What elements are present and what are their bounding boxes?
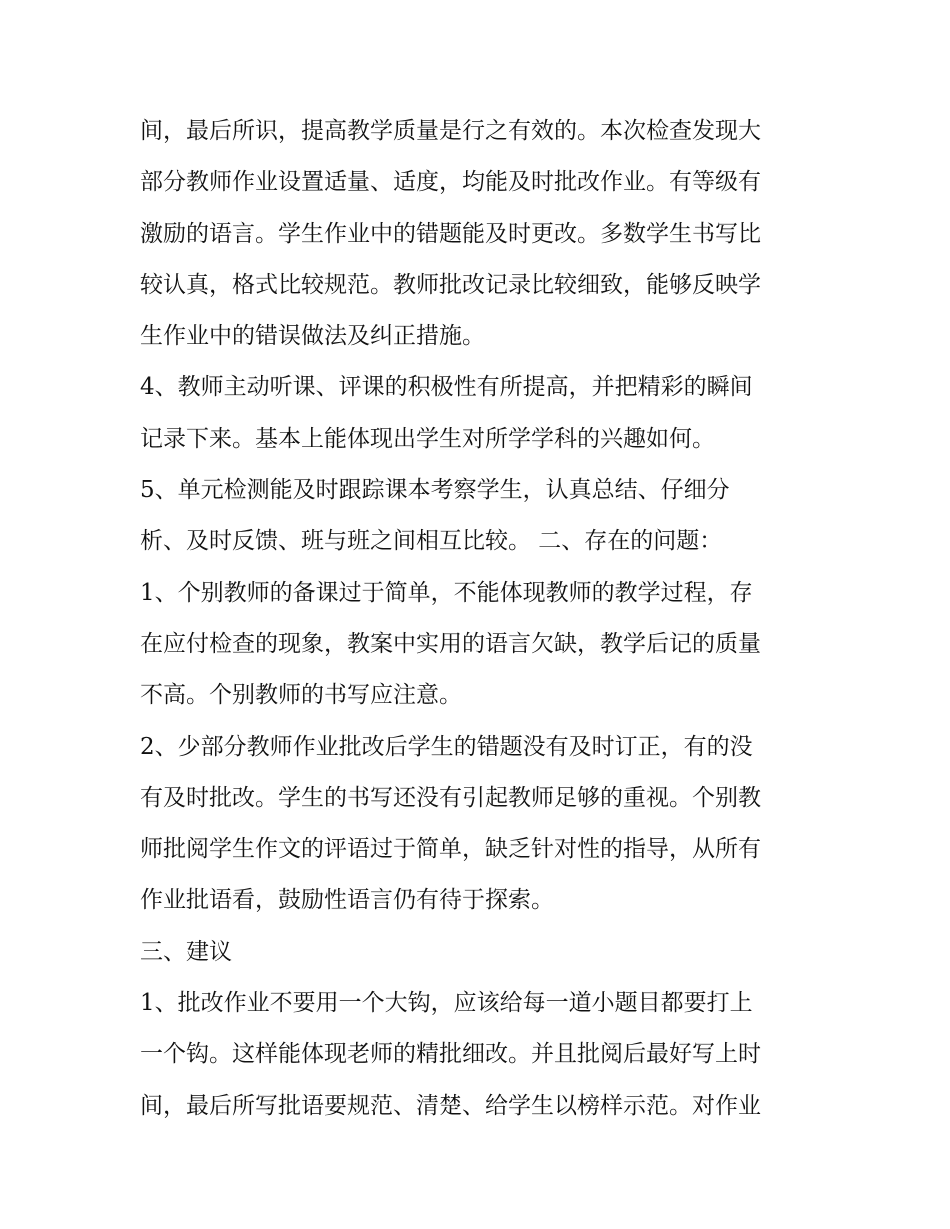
text-line: 间，最后所识，提高教学质量是行之有效的。本次检查发现大: [140, 118, 761, 144]
text-line: 较认真，格式比较规范。教师批改记录比较细致，能够反映学: [140, 271, 761, 298]
text-line: 5、单元检测能及时跟踪课本考察学生，认真总结、仔细分: [140, 477, 730, 504]
text-line: 1、批改作业不要用一个大钩，应该给每一道小题目都要打上: [140, 990, 753, 1017]
text-line: 作业批语看，鼓励性语言仍有待于探索。: [140, 887, 554, 914]
text-line: 4、教师主动听课、评课的积极性有所提高，并把精彩的瞬间: [140, 374, 753, 401]
text-line: 一个钩。这样能体现老师的精批细改。并且批阅后最好写上时: [140, 1041, 761, 1068]
text-line: 师批阅学生作文的评语过于简单，缺乏针对性的指导，从所有: [140, 836, 761, 863]
document-body: [140, 106, 820, 1132]
text-line: 间，最后所写批语要规范、清楚、给学生以榜样示范。对作业: [140, 1092, 761, 1119]
text-line: 析、及时反馈、班与班之间相互比较。 二、存在的问题：: [140, 528, 723, 555]
text-line: 激励的语言。学生作业中的错题能及时更改。多数学生书写比: [140, 220, 761, 247]
section-heading: 三、建议: [140, 938, 232, 965]
text-line: 在应付检查的现象，教案中实用的语言欠缺，教学后记的质量: [140, 630, 761, 657]
text-line: 记录下来。基本上能体现出学生对所学学科的兴趣如何。: [140, 425, 715, 452]
text-line: 有及时批改。学生的书写还没有引起教师足够的重视。个别教: [140, 784, 761, 811]
text-line: 部分教师作业设置适量、适度，均能及时批改作业。有等级有: [140, 169, 761, 196]
text-line: 2、少部分教师作业批改后学生的错题没有及时订正，有的没: [140, 733, 753, 760]
text-line: 1、个别教师的备课过于简单，不能体现教师的教学过程，存: [140, 579, 753, 606]
text-line: 生作业中的错误做法及纠正措施。: [140, 323, 485, 350]
text-line: 不高。个别教师的书写应注意。: [140, 682, 462, 709]
